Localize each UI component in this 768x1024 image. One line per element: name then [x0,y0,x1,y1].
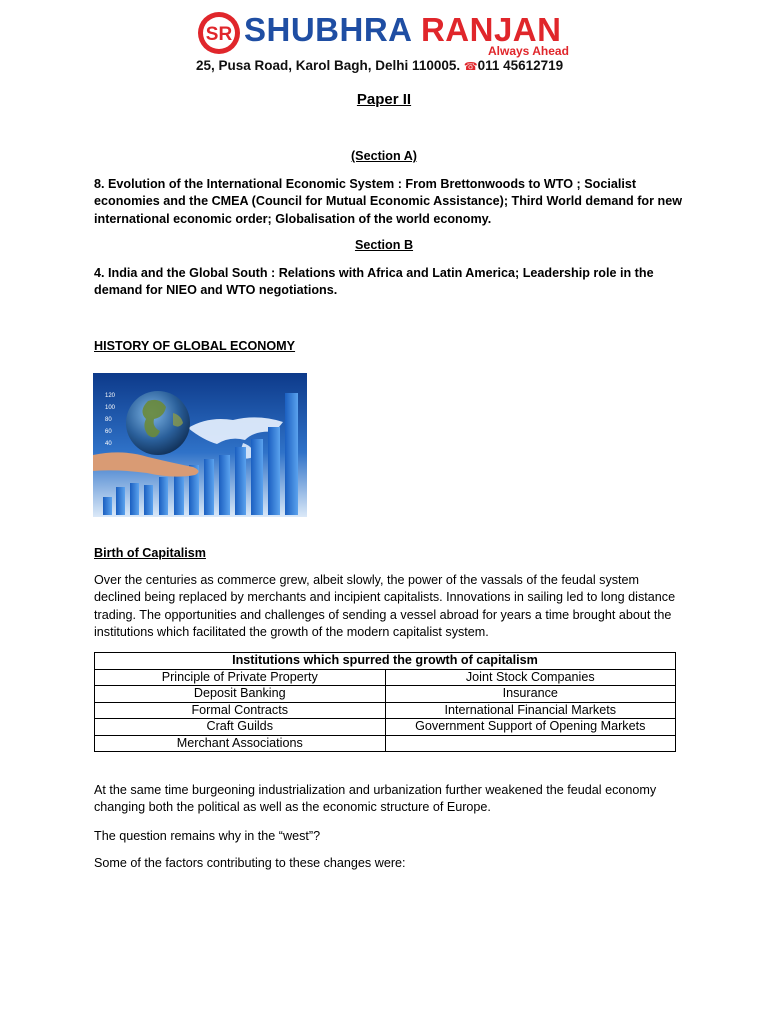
brand-name-part1: SHUBHRA [244,11,412,48]
axis-label: 100 [105,405,116,411]
table-cell: Merchant Associations [95,735,386,752]
table-cell: Formal Contracts [95,702,386,719]
section-a-item: 8. Evolution of the International Economic System : From Brettonwoods to WTO ; Socialist economies and the CMEA (Council for Mutual Economic Assistance); Third World demand for new international economic order; Globalisation of the world economy. [94,177,682,226]
address-line [196,58,563,73]
section-a-heading: (Section A) [350,149,417,163]
brand-name-part2: RANJAN [420,11,562,48]
history-heading: HISTORY OF GLOBAL ECONOMY [94,339,296,353]
table-row [95,719,676,736]
table-row [95,735,676,752]
letterhead [196,6,596,78]
table-cell: Principle of Private Property [95,669,386,686]
global-economy-image [93,373,307,517]
section-b-item: 4. India and the Global South : Relations with Africa and Latin America; Leadership role in the demand for NIEO and WTO negotiations. [94,266,654,298]
tagline: Always Ahead [488,44,569,58]
table-cell: International Financial Markets [385,702,676,719]
table-cell: Joint Stock Companies [385,669,676,686]
table-cell: Insurance [385,686,676,703]
paper-title: Paper II [356,91,412,108]
table-row [95,702,676,719]
axis-label: 80 [105,417,112,423]
phone-number: 011 45612719 [477,58,564,73]
table-cell: Craft Guilds [95,719,386,736]
birth-heading: Birth of Capitalism [94,546,206,560]
address-text: 25, Pusa Road, Karol Bagh, Delhi 110005. [196,58,461,73]
paragraph-question: The question remains why in the “west”? [94,829,321,843]
phone-icon: ☎ [463,61,478,73]
table-cell: Government Support of Opening Markets [385,719,676,736]
section-b-heading: Section B [354,238,414,252]
axis-label: 40 [105,441,112,447]
table-title: Institutions which spurred the growth of capitalism [95,653,676,670]
paragraph-factors: Some of the factors contributing to these changes were: [94,856,406,870]
paragraph-industrialization: At the same time burgeoning industrialization and urbanization further weakened the feudal economy changing both the political as well as the economic structure of Europe. [94,783,657,815]
axis-label: 60 [105,429,112,435]
table-cell: Deposit Banking [95,686,386,703]
sr-logo-icon [196,10,242,56]
table-cell [385,735,676,752]
svg-text:SR: SR [205,24,233,45]
axis-label: 120 [105,393,116,399]
table-row [95,686,676,703]
table-row [95,669,676,686]
institutions-table [94,652,676,752]
birth-paragraph: Over the centuries as commerce grew, albeit slowly, the power of the vassals of the feudal system declined being replaced by merchants and incipient capitalists. Innovations in sailing led to long distance trading. The opportunities and challenges of sending a vessel abroad for years a time brought about the institutions which facilitated the growth of the modern capitalist system. [94,573,676,639]
